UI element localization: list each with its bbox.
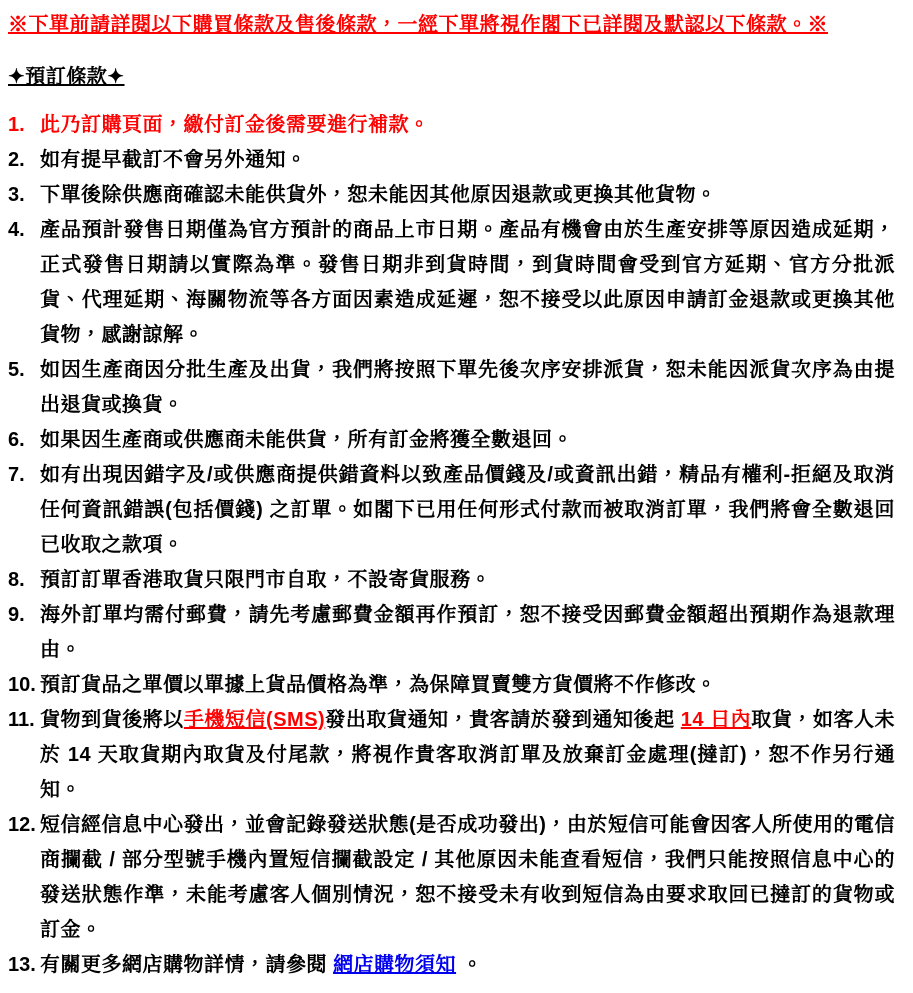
term-text: [40, 563, 895, 598]
text-segment: 如有出現因錯字及/或供應商提供錯資料以致產品價錢及/或資訊出錯，精品有權利-拒絕及取消任何資訊錯誤(包括價錢) 之訂單。如閣下已用任何形式付款而被取消訂單，我們將會全數退回已收取之款項。: [40, 464, 895, 556]
term-text: [40, 948, 895, 983]
highlighted-red-text: 14 日內: [680, 709, 752, 731]
term-text: [40, 213, 895, 353]
text-segment: 下單後除供應商確認未能供貨外，恕未能因其他原因退款或更換其他貨物。: [40, 184, 717, 206]
term-text: [40, 703, 895, 808]
term-item-6: [8, 423, 895, 458]
term-text: [40, 353, 895, 423]
term-item-7: [8, 458, 895, 563]
terms-list: [8, 108, 895, 983]
term-item-3: [8, 178, 895, 213]
term-number: 4.: [8, 219, 25, 241]
text-segment: 取貨，如客人未於 14 天取貨期內取貨及付尾款，將視作貴客取消訂單及放棄訂金處理(撻訂)，恕不作另行通知。: [40, 709, 896, 801]
text-segment: 如有提早截訂不會另外通知。: [40, 149, 307, 171]
text-segment: 。: [456, 954, 483, 976]
section-title-preorder-terms: ✦預訂條款✦: [8, 66, 125, 88]
term-number: 1.: [8, 114, 25, 136]
term-number: 12.: [8, 814, 36, 836]
term-text: [40, 143, 895, 178]
term-number: 6.: [8, 429, 25, 451]
term-number: 3.: [8, 184, 25, 206]
term-number: 9.: [8, 604, 25, 626]
text-segment: 此乃訂購頁面，繳付訂金後需要進行補款。: [40, 114, 430, 136]
term-text: [40, 178, 895, 213]
term-item-9: [8, 598, 895, 668]
term-number: 7.: [8, 464, 25, 486]
term-item-5: [8, 353, 895, 423]
term-text: [40, 458, 895, 563]
term-number: 2.: [8, 149, 25, 171]
notice-header: ※下單前請詳閱以下購買條款及售後條款，一經下單將視作閣下已詳閱及默認以下條款。※: [8, 14, 828, 36]
term-text: [40, 808, 895, 948]
text-segment: 貨物到貨後將以: [40, 709, 184, 731]
term-text: [40, 598, 895, 668]
term-item-10: [8, 668, 895, 703]
text-segment: 產品預計發售日期僅為官方預計的商品上市日期。產品有機會由於生產安排等原因造成延期，正式發售日期請以實際為準。發售日期非到貨時間，到貨時間會受到官方延期、官方分批派貨、代理延期、海關物流等各方面因素造成延遲，恕不接受以此原因申請訂金退款或更換其他貨物，感謝諒解。: [40, 219, 895, 346]
term-text: [40, 668, 895, 703]
term-item-11: [8, 703, 895, 808]
term-text: [40, 423, 895, 458]
term-number: 10.: [8, 674, 36, 696]
highlighted-red-text: 手機短信(SMS): [183, 709, 326, 731]
text-segment: 發出取貨通知，貴客請於發到通知後起: [325, 709, 681, 731]
term-number: 8.: [8, 569, 25, 591]
text-segment: 短信經信息中心發出，並會記錄發送狀態(是否成功發出)，由於短信可能會因客人所使用的電信商攔截 / 部分型號手機內置短信攔截設定 / 其他原因未能查看短信，我們只能按照信息中心的發送狀態作準，未能考慮客人個別情況，恕不接受未有收到短信為由要求取回已撻訂的貨物或訂金。: [40, 814, 895, 941]
text-segment: 如因生產商因分批生產及出貨，我們將按照下單先後次序安排派貨，恕未能因派貨次序為由提出退貨或換貨。: [40, 359, 895, 416]
text-segment: 預訂訂單香港取貨只限門市自取，不設寄貨服務。: [40, 569, 491, 591]
term-number: 11.: [8, 709, 35, 731]
store-shopping-guide-link[interactable]: 網店購物須知: [333, 954, 457, 976]
term-item-8: [8, 563, 895, 598]
term-text: [40, 108, 895, 143]
text-segment: 預訂貨品之單價以單據上貨品價格為準，為保障買賣雙方貨價將不作修改。: [40, 674, 717, 696]
term-number: 5.: [8, 359, 25, 381]
term-item-13: [8, 948, 895, 983]
term-item-4: [8, 213, 895, 353]
term-number: 13.: [8, 954, 36, 976]
terms-page: [8, 10, 895, 983]
term-item-2: [8, 143, 895, 178]
term-item-1: [8, 108, 895, 143]
term-item-12: [8, 808, 895, 948]
text-segment: 如果因生產商或供應商未能供貨，所有訂金將獲全數退回。: [40, 429, 573, 451]
text-segment: 有關更多網店購物詳情，請參閱: [40, 954, 334, 976]
text-segment: 海外訂單均需付郵費，請先考慮郵費金額再作預訂，恕不接受因郵費金額超出預期作為退款理由。: [40, 604, 895, 661]
